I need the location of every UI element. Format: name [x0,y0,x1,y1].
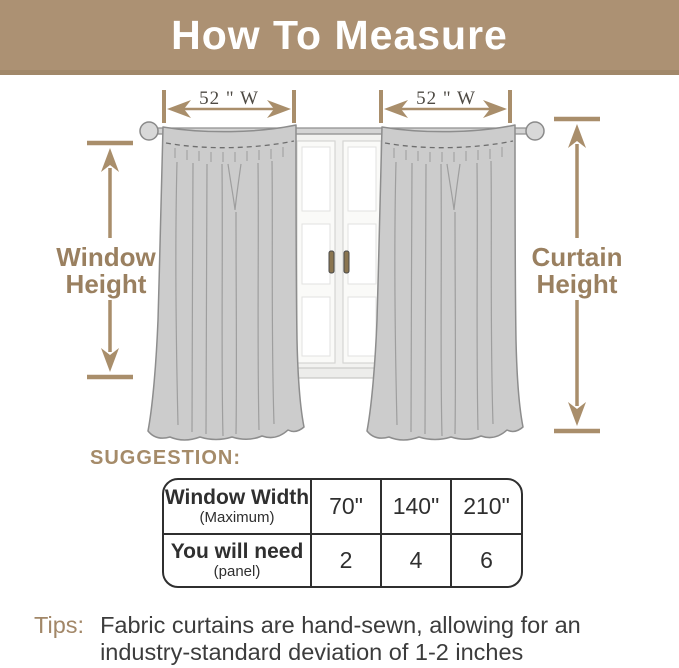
table-cell: 210" [450,480,521,533]
curtain-height-arrow [532,119,623,431]
curtain-panel-shape [148,125,304,440]
curtain-height-label-line1: Curtain [531,242,623,272]
suggestion-heading: SUGGESTION: [90,447,242,469]
page-title: How To Measure [171,11,508,58]
table-row-label [164,533,310,586]
tips-line2: industry-standard deviation of 1-2 inches [100,639,524,665]
header-banner [0,0,679,75]
tips-line1: Fabric curtains are hand-sewn, allowing for an [100,612,581,638]
rod-finial-left [140,122,158,140]
table-cell: 6 [450,533,521,586]
tips-text [100,612,581,666]
table-cell: 2 [310,533,380,586]
window-width-sublabel: (Maximum) [199,509,275,526]
table-cell: 70" [310,480,380,533]
tips-label: Tips: [34,612,85,638]
width-arrow-left [164,88,294,123]
table-cell: 140" [380,480,450,533]
panel-width-label-left: 52 " W [199,88,259,109]
table-cell: 4 [380,533,450,586]
you-will-need-label: You will need [170,540,304,563]
tips-section [34,612,664,666]
width-arrow-right [381,88,510,123]
suggestion-table [162,478,523,588]
you-will-need-sublabel: (panel) [213,563,261,580]
curtain-height-label-line2: Height [536,269,618,299]
window-width-label: Window Width [164,486,310,509]
window-height-label-line2: Height [65,269,147,299]
window-height-label-line1: Window [56,242,156,272]
curtain-measure-diagram [0,75,679,455]
left-curtain-panel [148,125,304,440]
window-height-arrow [56,143,156,377]
panel-width-label-right: 52 " W [416,88,476,109]
rod-finial-right [526,122,544,140]
table-row-label [164,480,310,533]
right-curtain-panel [367,125,523,440]
